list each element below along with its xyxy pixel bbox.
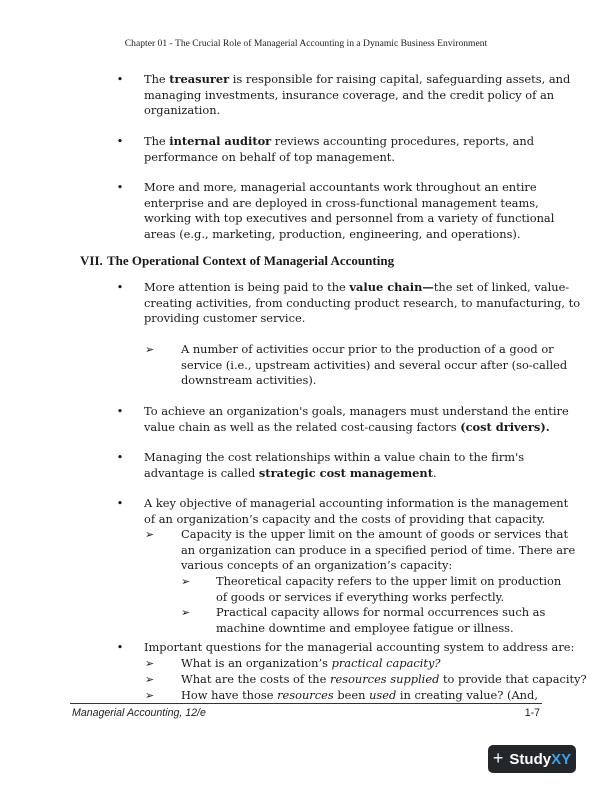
badge-brand: StudyXY — [509, 750, 572, 768]
bullet-marker: • — [116, 180, 124, 194]
bullet-marker: • — [116, 404, 124, 418]
footer-page-number: 1-7 — [524, 707, 540, 719]
studyxy-badge[interactable] — [488, 745, 576, 773]
running-header: Chapter 01 - The Crucial Role of Managerial Accounting in a Dynamic Business Environment — [124, 38, 488, 49]
bullet-marker: • — [116, 640, 124, 654]
paragraph-practical-capacity: Practical capacity allows for normal occurrences such as machine downtime and employee fatigue or illness. — [216, 605, 546, 635]
bullet-marker: • — [116, 134, 124, 148]
section-title: The Operational Context of Managerial Accounting — [107, 253, 395, 268]
footer-book-title: Managerial Accounting, 12/e — [72, 707, 206, 719]
bullet-marker: • — [116, 72, 124, 86]
paragraph-cross-functional: More and more, managerial accountants work throughout an entire enterprise and are deployed in cross-functional management teams, working with top executives and personnel from a variety of functional areas (e.g., marketing, production, engineering, and operations). — [144, 180, 555, 241]
arrow-bullet-icon: ➢ — [181, 606, 191, 619]
paragraph-theoretical-capacity: Theoretical capacity refers to the upper limit on production of goods or services if everything works perfectly. — [216, 574, 562, 604]
plus-icon: + — [492, 747, 504, 768]
arrow-bullet-icon: ➢ — [145, 528, 155, 541]
paragraph-strategic-cost-management: Managing the cost relationships within a value chain to the firm's advantage is called strategic cost management. — [144, 450, 525, 480]
arrow-bullet-icon: ➢ — [181, 575, 191, 588]
bullet-marker: • — [116, 450, 124, 464]
question-resources-used: How have those resources been used in creating value? (And, — [181, 688, 538, 702]
bullet-marker: • — [116, 280, 124, 294]
paragraph-value-chain: More attention is being paid to the value chain—the set of linked, value- creating activities, from conducting product research, to manufacturing, to providing customer service. — [144, 280, 581, 326]
paragraph-capacity-objective: A key objective of managerial accounting information is the management of an organization’s capacity and the costs of providing that capacity. — [144, 496, 569, 526]
paragraph-activities: A number of activities occur prior to the production of a good or service (i.e., upstream activities) and several occur after (so-called downstream activities). — [181, 342, 568, 388]
arrow-bullet-icon: ➢ — [145, 343, 155, 356]
paragraph-treasurer: The treasurer is responsible for raising capital, safeguarding assets, and managing investments, insurance coverage, and the credit policy of an organization. — [144, 72, 571, 118]
arrow-bullet-icon: ➢ — [145, 689, 155, 702]
question-resources-supplied: What are the costs of the resources supplied to provide that capacity? — [181, 672, 587, 686]
footer-rule — [70, 703, 542, 704]
paragraph-cost-drivers: To achieve an organization's goals, managers must understand the entire value chain as well as the related cost-causing factors (cost drivers). — [144, 404, 569, 434]
paragraph-capacity-definition: Capacity is the upper limit on the amount of goods or services that an organization can produce in a specified period of time. There are various concepts of an organization’s capacity: — [181, 527, 576, 573]
section-heading — [80, 253, 394, 269]
arrow-bullet-icon: ➢ — [145, 657, 155, 670]
arrow-bullet-icon: ➢ — [145, 673, 155, 686]
paragraph-important-questions: Important questions for the managerial accounting system to address are: — [144, 640, 575, 654]
section-number: VII. — [80, 253, 103, 268]
question-practical-capacity: What is an organization’s practical capacity? — [181, 656, 441, 670]
bullet-marker: • — [116, 496, 124, 510]
paragraph-internal-auditor: The internal auditor reviews accounting procedures, reports, and performance on behalf of top management. — [144, 134, 535, 164]
